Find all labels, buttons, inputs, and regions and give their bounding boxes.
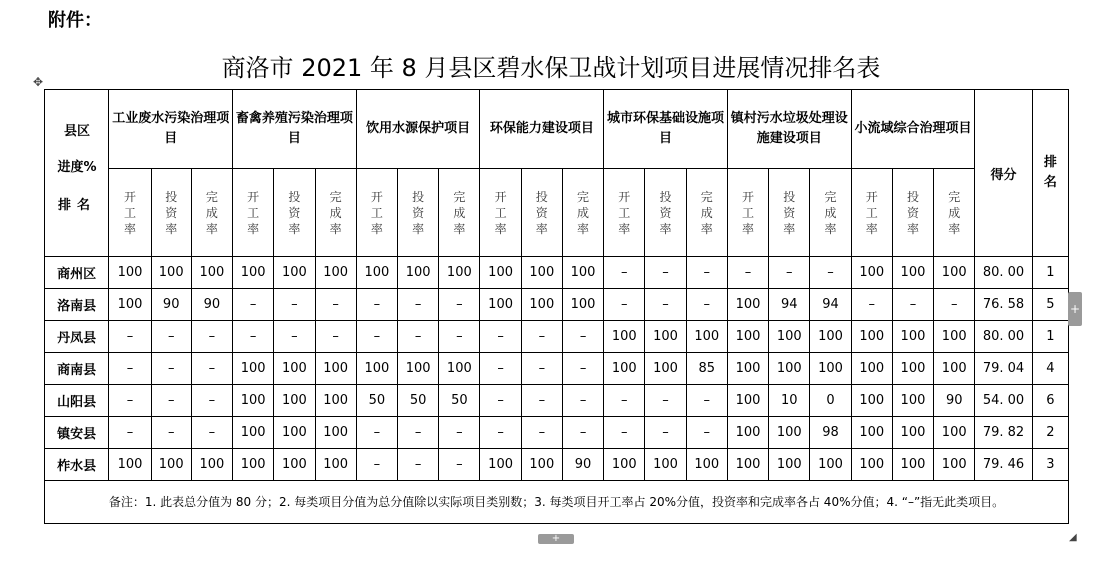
value-cell: – [191,353,232,385]
county-name-cell: 镇安县 [45,417,109,449]
value-cell: 100 [191,257,232,289]
add-column-button[interactable]: + [1068,292,1082,326]
value-cell: 100 [604,353,645,385]
value-cell: – [356,449,397,481]
value-cell: – [274,321,315,353]
county-name-cell: 丹凤县 [45,321,109,353]
invest-rate-header [397,169,438,257]
value-cell: 100 [480,289,521,321]
value-cell: 100 [562,289,603,321]
score-cell: 79. 04 [975,353,1032,385]
value-cell: 100 [397,353,438,385]
value-cell: – [356,417,397,449]
value-cell: 100 [934,449,975,481]
rank-cell: 1 [1032,257,1068,289]
rank-header-label: 排名 [1043,155,1057,190]
value-cell: 100 [521,257,562,289]
value-cell: 100 [851,321,892,353]
value-cell: 100 [233,449,274,481]
value-cell: – [151,417,191,449]
value-cell: – [892,289,933,321]
value-cell: 100 [810,353,851,385]
value-cell: 90 [562,449,603,481]
value-cell: 100 [315,257,356,289]
invest-rate-header [274,169,315,257]
invest-rate-header-label: 投资率 [165,189,178,236]
category-header: 环保能力建设项目 [480,90,604,169]
invest-rate-header-label: 投资率 [659,189,672,236]
value-cell: – [151,385,191,417]
complete-rate-header [191,169,232,257]
rank-cell: 1 [1032,321,1068,353]
table-resize-handle-icon[interactable]: ◢ [1069,532,1077,543]
value-cell: 100 [439,257,480,289]
category-header: 畜禽养殖污染治理项目 [233,90,357,169]
value-cell: – [480,385,521,417]
value-cell: 100 [233,385,274,417]
value-cell: 85 [686,353,727,385]
category-header: 城市环保基础设施项目 [604,90,728,169]
value-cell: 100 [397,257,438,289]
value-cell: 100 [934,417,975,449]
start-rate-header [109,169,151,257]
corner-rank-label: 排名 [57,198,96,213]
corner-progress-label: 进度% [57,160,97,175]
complete-rate-header-label: 完成率 [948,189,961,236]
value-cell: 100 [934,321,975,353]
category-header: 小流域综合治理项目 [851,90,975,169]
county-name-cell: 商南县 [45,353,109,385]
value-cell: 100 [274,257,315,289]
invest-rate-header-label: 投资率 [535,189,548,236]
start-rate-header [480,169,521,257]
value-cell: 50 [397,385,438,417]
value-cell: 100 [769,353,810,385]
value-cell: 100 [645,449,686,481]
start-rate-header-label: 开工率 [494,189,507,236]
invest-rate-header-label: 投资率 [412,189,425,236]
value-cell: – [233,321,274,353]
corner-county-label: 县区 [63,124,90,139]
value-cell: 100 [727,321,768,353]
value-cell: 100 [315,449,356,481]
value-cell: 100 [892,353,933,385]
score-cell: 79. 82 [975,417,1032,449]
value-cell: – [769,257,810,289]
complete-rate-header-label: 完成率 [577,189,590,236]
table-row [45,289,1069,321]
complete-rate-header-label: 完成率 [453,189,466,236]
complete-rate-header [562,169,603,257]
start-rate-header-label: 开工率 [247,189,260,236]
table-row [45,353,1069,385]
start-rate-header-label: 开工率 [618,189,631,236]
complete-rate-header [934,169,975,257]
score-cell: 80. 00 [975,321,1032,353]
value-cell: – [480,321,521,353]
value-cell: – [191,321,232,353]
start-rate-header [233,169,274,257]
value-cell: 100 [851,385,892,417]
rank-cell: 5 [1032,289,1068,321]
value-cell: – [934,289,975,321]
value-cell: – [233,289,274,321]
value-cell: 100 [109,449,151,481]
value-cell: 100 [109,289,151,321]
start-rate-header [851,169,892,257]
start-rate-header [604,169,645,257]
value-cell: 100 [562,257,603,289]
county-name-cell: 山阳县 [45,385,109,417]
attachment-label: 附件： [48,10,102,31]
value-cell: – [191,385,232,417]
county-name-cell: 商州区 [45,257,109,289]
value-cell: 100 [191,449,232,481]
value-cell: 94 [810,289,851,321]
value-cell: 100 [274,385,315,417]
category-header: 镇村污水垃圾处理设施建设项目 [727,90,851,169]
table-row [45,449,1069,481]
value-cell: – [109,321,151,353]
value-cell: 50 [356,385,397,417]
value-cell: 100 [727,417,768,449]
value-cell: 100 [274,417,315,449]
rank-cell: 3 [1032,449,1068,481]
value-cell: – [521,353,562,385]
value-cell: – [604,385,645,417]
ranking-table [44,89,1069,524]
value-cell: 100 [851,257,892,289]
value-cell: – [521,321,562,353]
county-name-cell: 柞水县 [45,449,109,481]
value-cell: 100 [892,417,933,449]
value-cell: – [439,449,480,481]
value-cell: – [686,289,727,321]
value-cell: 100 [727,449,768,481]
value-cell: 100 [810,321,851,353]
value-cell: 100 [851,417,892,449]
start-rate-header [727,169,768,257]
note-text: 备注：1. 此表总分值为 80 分；2. 每类项目分值为总分值除以实际项目类别数；3. 每类项目开工率占 20%分值，投资率和完成率各占 40%分值；4. “–”指无此类项目。 [45,481,1069,524]
invest-rate-header [769,169,810,257]
value-cell: – [109,353,151,385]
value-cell: – [562,321,603,353]
value-cell: 100 [274,449,315,481]
category-header: 工业废水污染治理项目 [109,90,233,169]
value-cell: 50 [439,385,480,417]
start-rate-header-label: 开工率 [370,189,383,236]
value-cell: 100 [769,417,810,449]
value-cell: – [315,289,356,321]
value-cell: 100 [769,449,810,481]
value-cell: – [686,417,727,449]
value-cell: – [480,353,521,385]
value-cell: – [727,257,768,289]
header-row-categories [45,90,1069,169]
value-cell: 100 [315,385,356,417]
value-cell: 100 [151,257,191,289]
value-cell: – [151,353,191,385]
value-cell: 100 [892,449,933,481]
value-cell: 100 [356,257,397,289]
value-cell: 100 [604,449,645,481]
value-cell: 100 [521,289,562,321]
score-header: 得分 [975,90,1032,257]
value-cell: – [191,417,232,449]
value-cell: 100 [892,385,933,417]
value-cell: – [356,289,397,321]
score-cell: 54. 00 [975,385,1032,417]
invest-rate-header [151,169,191,257]
value-cell: – [851,289,892,321]
value-cell: 100 [934,353,975,385]
value-cell: – [562,385,603,417]
value-cell: 100 [274,353,315,385]
value-cell: – [521,417,562,449]
value-cell: 100 [233,257,274,289]
rank-cell: 6 [1032,385,1068,417]
value-cell: 10 [769,385,810,417]
value-cell: – [397,449,438,481]
value-cell: 100 [727,385,768,417]
value-cell: – [439,417,480,449]
start-rate-header-label: 开工率 [741,189,754,236]
value-cell: – [397,321,438,353]
value-cell: 100 [727,353,768,385]
value-cell: 100 [521,449,562,481]
page-title: 商洛市 2021 年 8 月县区碧水保卫战计划项目进展情况排名表 [221,54,881,82]
value-cell: 94 [769,289,810,321]
value-cell: 90 [151,289,191,321]
value-cell: – [397,417,438,449]
ranking-table-body [45,90,1069,524]
value-cell: – [645,385,686,417]
score-cell: 80. 00 [975,257,1032,289]
value-cell: – [109,417,151,449]
value-cell: 100 [851,449,892,481]
value-cell: – [274,289,315,321]
value-cell: 100 [315,353,356,385]
value-cell: 100 [686,449,727,481]
complete-rate-header [810,169,851,257]
county-name-cell: 洛南县 [45,289,109,321]
value-cell: – [604,289,645,321]
value-cell: – [397,289,438,321]
start-rate-header-label: 开工率 [865,189,878,236]
score-cell: 76. 58 [975,289,1032,321]
value-cell: – [604,417,645,449]
value-cell: – [521,385,562,417]
value-cell: 90 [191,289,232,321]
start-rate-header-label: 开工率 [123,189,136,236]
value-cell: 100 [645,353,686,385]
value-cell: – [686,257,727,289]
invest-rate-header [892,169,933,257]
table-row [45,257,1069,289]
complete-rate-header [439,169,480,257]
value-cell: 100 [233,417,274,449]
value-cell: 98 [810,417,851,449]
value-cell: 100 [892,257,933,289]
table-row [45,417,1069,449]
table-move-handle-icon[interactable]: ✥ [32,75,44,89]
corner-header-cell [45,90,109,257]
start-rate-header [356,169,397,257]
value-cell: 100 [686,321,727,353]
value-cell: – [686,385,727,417]
value-cell: 100 [109,257,151,289]
value-cell: 100 [892,321,933,353]
value-cell: – [151,321,191,353]
value-cell: 0 [810,385,851,417]
value-cell: 100 [810,449,851,481]
complete-rate-header [686,169,727,257]
value-cell: – [810,257,851,289]
value-cell: 100 [769,321,810,353]
complete-rate-header-label: 完成率 [700,189,713,236]
header-row-subcolumns [45,169,1069,257]
value-cell: 90 [934,385,975,417]
value-cell: – [645,289,686,321]
table-row [45,385,1069,417]
value-cell: – [562,417,603,449]
rank-cell: 2 [1032,417,1068,449]
value-cell: – [562,353,603,385]
value-cell: – [604,257,645,289]
value-cell: 100 [151,449,191,481]
complete-rate-header [315,169,356,257]
value-cell: 100 [604,321,645,353]
score-cell: 79. 46 [975,449,1032,481]
value-cell: – [109,385,151,417]
value-cell: – [439,289,480,321]
rank-cell: 4 [1032,353,1068,385]
value-cell: 100 [233,353,274,385]
add-row-button[interactable]: + [538,534,574,544]
value-cell: 100 [851,353,892,385]
invest-rate-header-label: 投资率 [783,189,796,236]
category-header: 饮用水源保护项目 [356,90,480,169]
value-cell: 100 [480,449,521,481]
value-cell: – [356,321,397,353]
rank-header [1032,90,1068,257]
value-cell: 100 [645,321,686,353]
value-cell: 100 [727,289,768,321]
table-row [45,321,1069,353]
complete-rate-header-label: 完成率 [824,189,837,236]
note-row [45,481,1069,524]
value-cell: 100 [439,353,480,385]
invest-rate-header-label: 投资率 [906,189,919,236]
invest-rate-header [521,169,562,257]
value-cell: 100 [315,417,356,449]
complete-rate-header-label: 完成率 [329,189,342,236]
invest-rate-header-label: 投资率 [288,189,301,236]
value-cell: – [645,257,686,289]
value-cell: – [480,417,521,449]
value-cell: – [315,321,356,353]
value-cell: – [439,321,480,353]
value-cell: 100 [356,353,397,385]
value-cell: 100 [934,257,975,289]
value-cell: – [645,417,686,449]
value-cell: 100 [480,257,521,289]
invest-rate-header [645,169,686,257]
complete-rate-header-label: 完成率 [205,189,218,236]
